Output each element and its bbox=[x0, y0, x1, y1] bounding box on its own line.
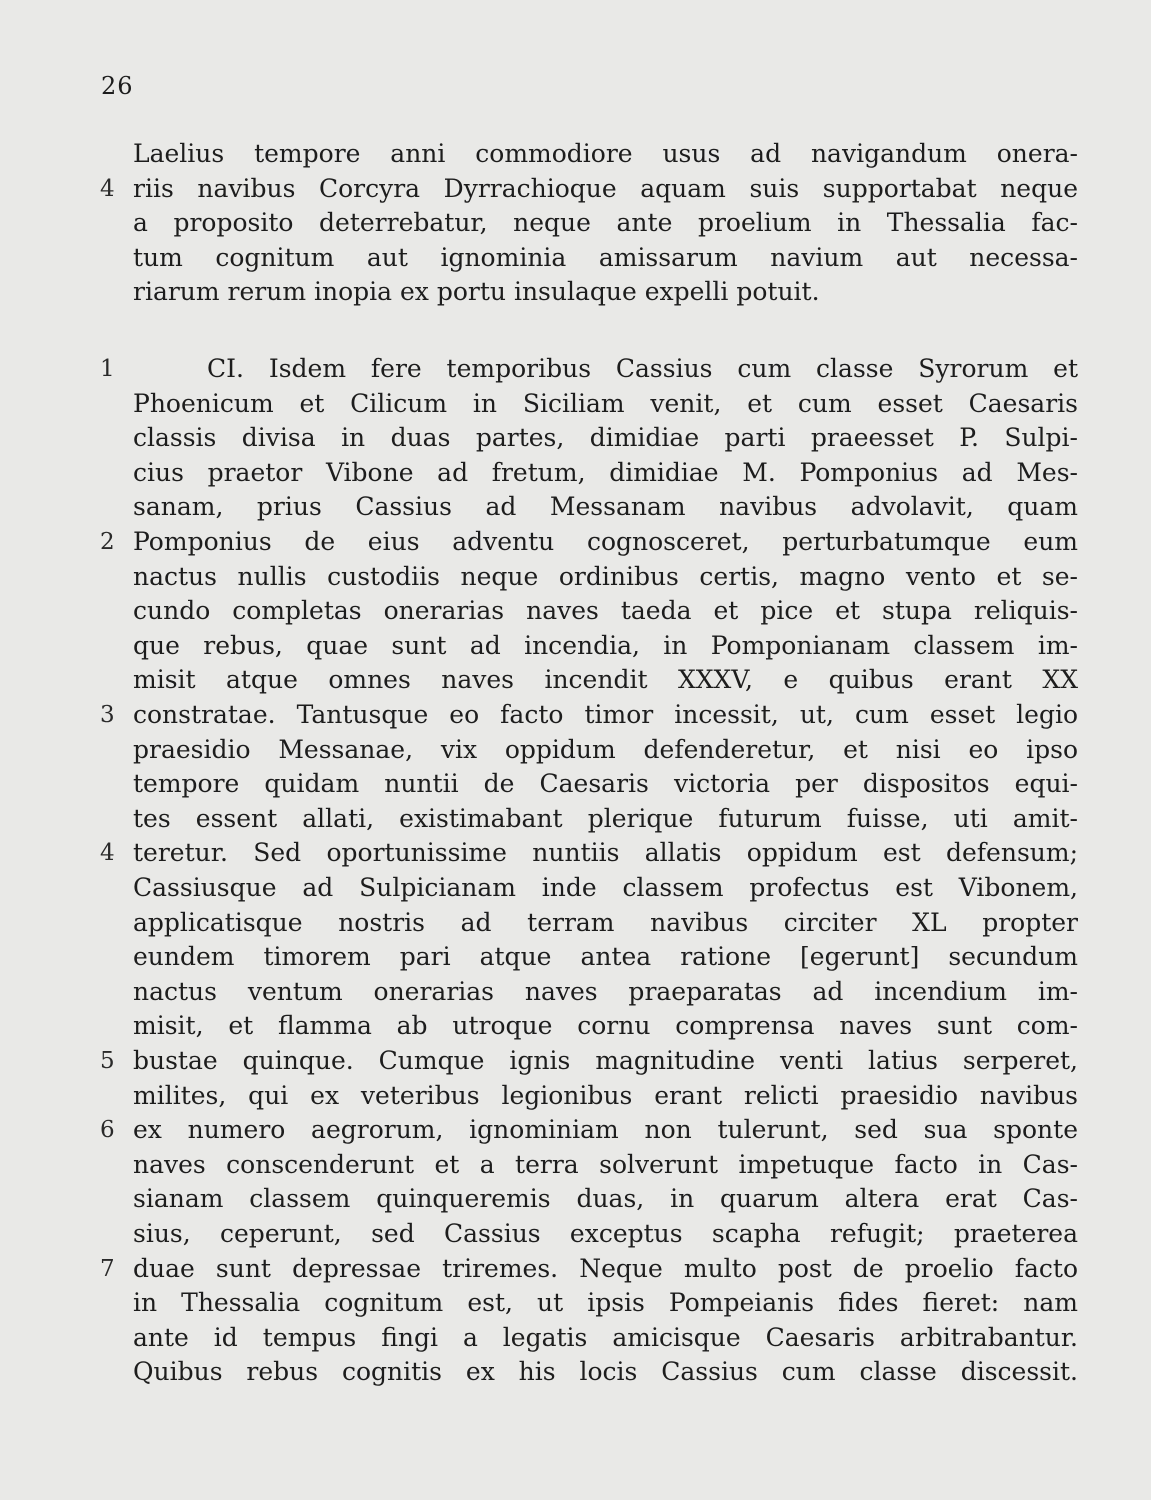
text-line bbox=[0, 594, 1151, 628]
text-line bbox=[0, 1009, 1151, 1043]
line-margin-number: 4 bbox=[100, 175, 115, 202]
line-text: naves conscenderunt et a terra solverunt impetuque facto in Cas- bbox=[133, 1149, 1078, 1179]
line-text: Phoenicum et Cilicum in Siciliam venit, et cum esset Caesaris bbox=[133, 388, 1078, 418]
text-line bbox=[0, 560, 1151, 594]
page-number: 26 bbox=[101, 72, 134, 100]
line-margin-number: 1 bbox=[100, 356, 115, 382]
line-text: cius praetor Vibone ad fretum, dimidiae M. Pomponius ad Mes- bbox=[133, 457, 1078, 487]
line-margin-number: 3 bbox=[100, 702, 115, 728]
text-line bbox=[0, 802, 1151, 836]
text-line bbox=[0, 1148, 1151, 1182]
text-line bbox=[0, 1321, 1151, 1355]
line-text: bustae quinque. Cumque ignis magnitudine venti latius serperet, bbox=[133, 1046, 1078, 1075]
line-text: nactus nullis custodiis neque ordinibus certis, magno vento et se- bbox=[133, 561, 1078, 591]
text-line bbox=[0, 275, 1151, 309]
text-line bbox=[0, 1182, 1151, 1216]
text-line bbox=[0, 137, 1151, 171]
text-line bbox=[0, 871, 1151, 905]
text-line bbox=[0, 906, 1151, 940]
line-text: cundo completas onerarias naves taeda et pice et stupa reliquis- bbox=[133, 596, 1078, 626]
line-text: classis divisa in duas partes, dimidiae parti praeesset P. Sulpi- bbox=[133, 423, 1078, 453]
line-margin-number: 6 bbox=[100, 1117, 115, 1144]
line-margin-number: 7 bbox=[100, 1255, 115, 1282]
line-text: ante id tempus fingi a legatis amicisque Caesaris arbitrabantur. bbox=[133, 1322, 1078, 1352]
text-line bbox=[0, 206, 1151, 240]
text-line bbox=[0, 1079, 1151, 1113]
text-line bbox=[0, 1044, 1151, 1078]
line-text: sius, ceperunt, sed Cassius exceptus scapha refugit; praeterea bbox=[133, 1219, 1078, 1248]
line-text: que rebus, quae sunt ad incendia, in Pomponianam classem im- bbox=[133, 630, 1078, 660]
text-line bbox=[0, 767, 1151, 801]
line-text: CI. Isdem fere temporibus Cassius cum classe Syrorum et bbox=[207, 354, 1078, 383]
text-line bbox=[0, 1113, 1151, 1147]
line-text: applicatisque nostris ad terram navibus circiter XL propter bbox=[133, 907, 1078, 937]
text-line bbox=[0, 1355, 1151, 1389]
text-line bbox=[0, 663, 1151, 697]
text-line bbox=[0, 421, 1151, 455]
line-text: Laelius tempore anni commodiore usus ad navigandum onera- bbox=[133, 139, 1078, 168]
line-text: teretur. Sed oportunissime nuntiis allatis oppidum est defensum; bbox=[133, 838, 1078, 868]
text-line bbox=[0, 490, 1151, 524]
text-line bbox=[0, 975, 1151, 1009]
text-line bbox=[0, 733, 1151, 767]
text-line bbox=[0, 172, 1151, 206]
line-text: a proposito deterrebatur, neque ante proelium in Thessalia fac- bbox=[133, 208, 1078, 238]
line-text: constratae. Tantusque eo facto timor incessit, ut, cum esset legio bbox=[133, 700, 1078, 729]
line-margin-number: 5 bbox=[100, 1048, 115, 1074]
text-line bbox=[0, 629, 1151, 663]
line-text: sianam classem quinqueremis duas, in quarum altera erat Cas- bbox=[133, 1184, 1078, 1214]
line-text: milites, qui ex veteribus legionibus erant relicti praesidio navibus bbox=[133, 1080, 1078, 1110]
line-text: Cassiusque ad Sulpicianam inde classem profectus est Vibonem, bbox=[133, 873, 1078, 902]
line-text: duae sunt depressae triremes. Neque multo post de proelio facto bbox=[133, 1253, 1078, 1283]
line-text: tes essent allati, existimabant plerique futurum fuisse, uti amit- bbox=[133, 803, 1078, 833]
text-line bbox=[0, 698, 1151, 732]
line-text: praesidio Messanae, vix oppidum defenderetur, et nisi eo ipso bbox=[133, 734, 1078, 764]
text-line bbox=[0, 940, 1151, 974]
line-text: sanam, prius Cassius ad Messanam navibus advolavit, quam bbox=[133, 492, 1078, 522]
text-line bbox=[0, 1252, 1151, 1286]
line-text: tempore quidam nuntii de Caesaris victoria per dispositos equi- bbox=[133, 769, 1078, 799]
text-line bbox=[0, 456, 1151, 490]
line-text: eundem timorem pari atque antea ratione [egerunt] secundum bbox=[133, 942, 1078, 972]
line-text: riarum rerum inopia ex portu insulaque expelli potuit. bbox=[133, 277, 820, 307]
text-line bbox=[0, 525, 1151, 559]
text-line bbox=[0, 1217, 1151, 1251]
line-text: nactus ventum onerarias naves praeparatas ad incendium im- bbox=[133, 976, 1078, 1006]
text-line bbox=[0, 387, 1151, 421]
text-line bbox=[0, 1286, 1151, 1320]
line-margin-number: 2 bbox=[100, 529, 115, 555]
text-line bbox=[0, 836, 1151, 870]
text-line bbox=[0, 241, 1151, 275]
line-text: tum cognitum aut ignominia amissarum navium aut necessa- bbox=[133, 242, 1078, 272]
line-text: Quibus rebus cognitis ex his locis Cassius cum classe discessit. bbox=[133, 1357, 1078, 1387]
line-text: misit atque omnes naves incendit XXXV, e quibus erant XX bbox=[133, 665, 1078, 695]
line-text: ex numero aegrorum, ignominiam non tulerunt, sed sua sponte bbox=[133, 1115, 1078, 1145]
line-text: Pomponius de eius adventu cognosceret, perturbatumque eum bbox=[133, 527, 1078, 556]
line-text: misit, et flamma ab utroque cornu comprensa naves sunt com- bbox=[133, 1011, 1078, 1041]
line-text: in Thessalia cognitum est, ut ipsis Pompeianis fides fieret: nam bbox=[133, 1288, 1078, 1318]
line-margin-number: 4 bbox=[100, 840, 115, 867]
text-line bbox=[0, 352, 1151, 386]
line-text: riis navibus Corcyra Dyrrachioque aquam suis supportabat neque bbox=[133, 173, 1078, 203]
